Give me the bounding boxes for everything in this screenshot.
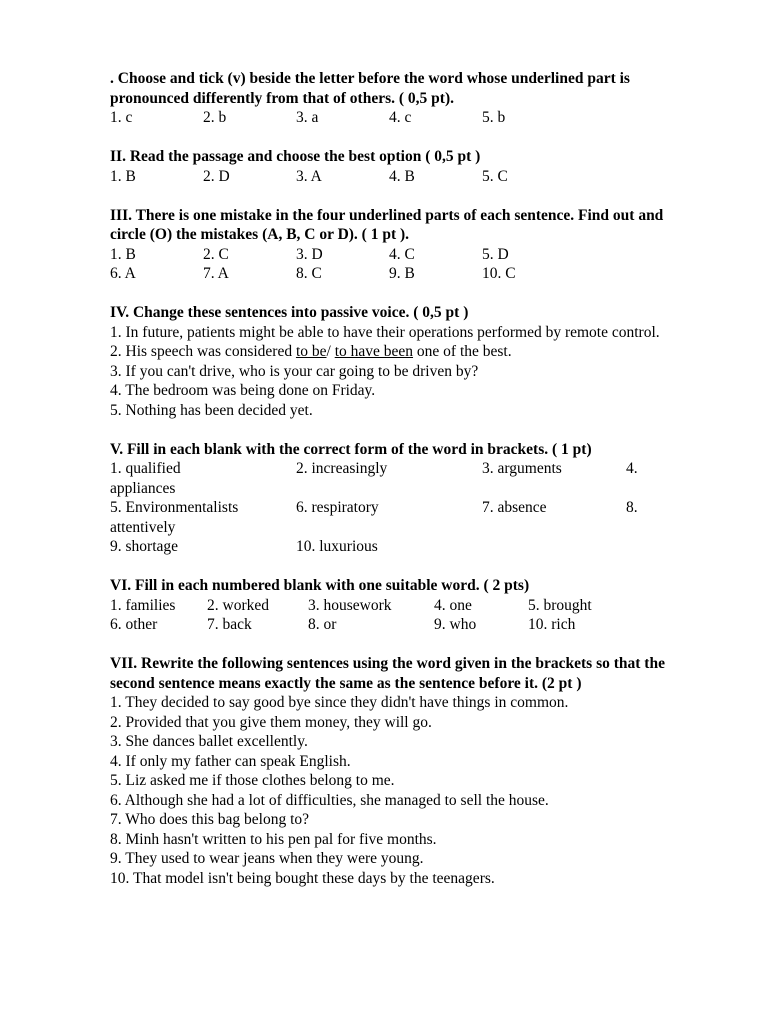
section-5-answers-row-1 bbox=[110, 459, 700, 479]
section-2-title: II. Read the passage and choose the best option ( 0,5 pt ) bbox=[110, 148, 481, 165]
answer: 3. housework bbox=[308, 596, 392, 614]
section-6-answers-row-2 bbox=[110, 615, 700, 635]
sentence: 5. Nothing has been decided yet. bbox=[110, 401, 313, 419]
answer-key bbox=[110, 69, 700, 908]
answer: 4. B bbox=[389, 167, 415, 185]
answer: 9. who bbox=[434, 616, 477, 633]
answer: 5. b bbox=[482, 109, 506, 126]
sentence: 4. The bedroom was being done on Friday. bbox=[110, 382, 376, 399]
sentence: 9. They used to wear jeans when they were young. bbox=[110, 850, 424, 867]
sentence: 1. They decided to say good bye since they didn't have things in common. bbox=[110, 694, 569, 711]
section-2-answers bbox=[110, 167, 700, 187]
answer: 2. worked bbox=[207, 596, 269, 614]
answer: 1. qualified bbox=[110, 460, 181, 477]
answer: 8. bbox=[626, 499, 638, 516]
sentence: 1. In future, patients might be able to have their operations performed by remote control. bbox=[110, 323, 660, 341]
separator: / bbox=[326, 343, 335, 360]
answer-continued: appliances bbox=[110, 479, 176, 497]
answer: 4. one bbox=[434, 596, 472, 614]
answer: 3. D bbox=[296, 245, 323, 263]
sentence: 4. If only my father can speak English. bbox=[110, 752, 351, 770]
answer: 3. a bbox=[296, 109, 319, 126]
answer: 4. c bbox=[389, 109, 412, 126]
answer: 10. C bbox=[482, 265, 516, 282]
sentence: 8. Minh hasn't written to his pen pal for five months. bbox=[110, 830, 437, 848]
answer: 6. A bbox=[110, 265, 136, 282]
answer: 3. A bbox=[296, 167, 322, 185]
answer: 3. arguments bbox=[482, 460, 562, 477]
answer-continued: attentively bbox=[110, 518, 176, 536]
section-1-title: . Choose and tick (v) beside the letter before the word whose underlined part is pronounced differently from that of others. ( 0,5 pt). bbox=[110, 70, 630, 107]
answer: 5. Environmentalists bbox=[110, 499, 239, 516]
sentence: 2. Provided that you give them money, they will go. bbox=[110, 713, 432, 731]
answer: 1. families bbox=[110, 596, 176, 614]
section-1-answers bbox=[110, 108, 700, 128]
answer: 2. C bbox=[203, 245, 229, 263]
answer: 4. C bbox=[389, 245, 415, 263]
section-5-answers-row-2 bbox=[110, 498, 700, 518]
answer: 4. bbox=[626, 460, 638, 477]
answer: 8. C bbox=[296, 265, 322, 282]
section-3-answers-row-1 bbox=[110, 245, 700, 265]
answer: 5. brought bbox=[528, 596, 592, 614]
answer: 10. luxurious bbox=[296, 538, 378, 555]
sentence: 5. Liz asked me if those clothes belong to me. bbox=[110, 772, 395, 789]
answer: 6. other bbox=[110, 616, 158, 633]
sentence: 7. Who does this bag belong to? bbox=[110, 811, 310, 828]
section-3 bbox=[110, 206, 700, 284]
section-1 bbox=[110, 69, 700, 128]
section-6 bbox=[110, 576, 700, 635]
underlined-option: to be bbox=[295, 343, 327, 360]
section-5-title: V. Fill in each blank with the correct form of the word in brackets. ( 1 pt) bbox=[110, 440, 592, 458]
underlined-option: to have been bbox=[334, 343, 414, 360]
answer: 9. B bbox=[389, 265, 415, 282]
section-5 bbox=[110, 440, 700, 557]
sentence: 10. That model isn't being bought these days by the teenagers. bbox=[110, 869, 495, 887]
answer: 1. c bbox=[110, 109, 133, 126]
answer: 5. D bbox=[482, 245, 509, 263]
answer: 1. B bbox=[110, 167, 136, 185]
section-4 bbox=[110, 303, 700, 420]
sentence: 3. If you can't drive, who is your car going to be driven by? bbox=[110, 362, 479, 380]
answer: 1. B bbox=[110, 245, 136, 263]
answer: 6. respiratory bbox=[296, 499, 379, 516]
sentence bbox=[110, 342, 700, 362]
sentence: 3. She dances ballet excellently. bbox=[110, 733, 308, 750]
sentence-text: one of the best. bbox=[413, 343, 512, 360]
answer: 2. increasingly bbox=[296, 460, 388, 477]
section-2 bbox=[110, 147, 700, 186]
answer: 7. back bbox=[207, 616, 252, 633]
sentence: 6. Although she had a lot of difficulties, she managed to sell the house. bbox=[110, 791, 549, 809]
section-3-title: III. There is one mistake in the four underlined parts of each sentence. Find out and circle (O) the mistakes (A, B, C or D). ( 1 pt ). bbox=[110, 206, 664, 243]
answer: 2. b bbox=[203, 109, 227, 126]
sentence-text: 2. His speech was considered bbox=[110, 343, 296, 360]
answer: 9. shortage bbox=[110, 538, 179, 555]
answer: 5. C bbox=[482, 167, 508, 185]
answer: 7. absence bbox=[482, 499, 547, 516]
answer: 2. D bbox=[203, 167, 230, 185]
answer: 8. or bbox=[308, 616, 337, 633]
section-4-title: IV. Change these sentences into passive voice. ( 0,5 pt ) bbox=[110, 304, 469, 321]
answer: 10. rich bbox=[528, 616, 576, 633]
section-3-answers-row-2 bbox=[110, 264, 700, 284]
section-6-answers-row-1 bbox=[110, 596, 700, 616]
answer: 7. A bbox=[203, 265, 229, 282]
section-7 bbox=[110, 654, 700, 888]
section-6-title: VI. Fill in each numbered blank with one suitable word. ( 2 pts) bbox=[110, 577, 530, 594]
section-5-answers-row-3 bbox=[110, 537, 700, 557]
section-7-title: VII. Rewrite the following sentences using the word given in the brackets so that the second sentence means exactly the same as the sentence before it. (2 pt ) bbox=[110, 655, 665, 692]
